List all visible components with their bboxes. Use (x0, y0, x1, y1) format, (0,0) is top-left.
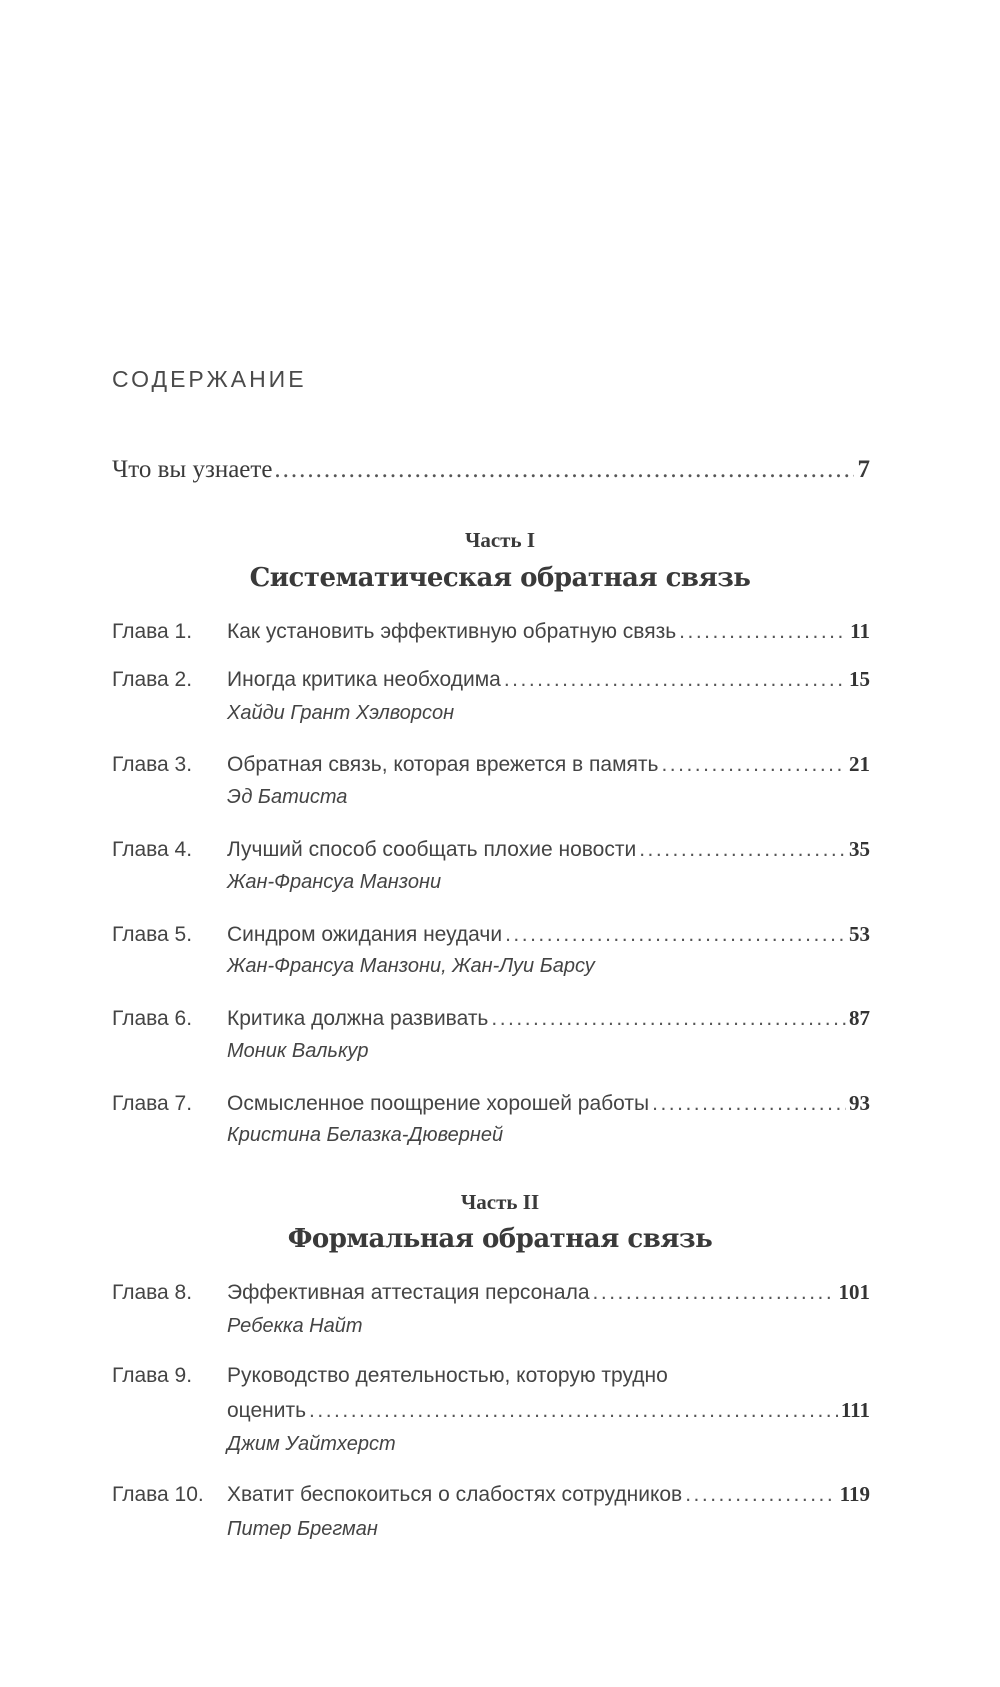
chapter-number: Глава 2. (112, 668, 193, 691)
chapter-page: 35 (849, 837, 870, 861)
chapter-number: Глава 10. (112, 1483, 204, 1506)
dot-leader (274, 456, 853, 484)
chapter-author: Жан-Франсуа Манзони, Жан-Луи Барсу (227, 955, 595, 977)
dot-leader (491, 1007, 846, 1031)
contents-heading: СОДЕРЖАНИЕ (112, 366, 307, 392)
chapter-page: 87 (849, 1006, 870, 1030)
chapter-author: Питер Брегман (227, 1518, 378, 1540)
chapter-title: Осмысленное поощрение хорошей работы (227, 1092, 650, 1115)
dot-leader (593, 1281, 836, 1305)
dot-leader (504, 668, 846, 692)
toc-entry-intro[interactable] (112, 456, 870, 484)
dot-leader (679, 620, 847, 644)
chapter-page: 101 (838, 1280, 870, 1304)
chapter-number: Глава 8. (112, 1281, 193, 1304)
chapter-author: Кристина Белазка-Дюверней (227, 1124, 504, 1146)
chapter-number: Глава 7. (112, 1092, 193, 1115)
chapter-page: 93 (849, 1091, 870, 1115)
toc-entry-chapter-9[interactable] (112, 1364, 870, 1388)
dot-leader (309, 1399, 838, 1423)
chapter-title: Лучший способ сообщать плохие новости (227, 838, 637, 861)
chapter-page: 119 (839, 1482, 870, 1506)
chapter-number: Глава 9. (112, 1364, 193, 1387)
chapter-title: Эффективная аттестация персонала (227, 1281, 590, 1304)
part-title: Формальная обратная связь (287, 1224, 713, 1254)
toc-entry-chapter-9-continued[interactable] (227, 1398, 870, 1423)
chapter-title: Критика должна развивать (227, 1007, 489, 1030)
chapter-author: Жан-Франсуа Манзони (227, 871, 442, 893)
chapter-number: Глава 1. (112, 620, 193, 643)
chapter-number: Глава 4. (112, 838, 193, 861)
chapter-number: Глава 5. (112, 923, 193, 946)
toc-entry-chapter-1[interactable] (112, 619, 870, 644)
chapter-page: 53 (849, 922, 870, 946)
chapter-title: Руководство деятельностью, которую трудно (227, 1364, 668, 1387)
chapter-page: 15 (849, 667, 870, 691)
chapter-page: 11 (850, 619, 870, 643)
dot-leader (685, 1483, 836, 1507)
chapter-author: Моник Валькур (227, 1040, 369, 1062)
toc-entry-chapter-10[interactable] (112, 1482, 870, 1507)
chapter-author: Ребекка Найт (227, 1315, 363, 1337)
chapter-title: Обратная связь, которая врежется в память (227, 753, 659, 776)
toc-entry-chapter-8[interactable] (112, 1280, 870, 1305)
chapter-title: Как установить эффективную обратную связь (227, 620, 677, 643)
chapter-page: 21 (849, 752, 870, 776)
chapter-number: Глава 3. (112, 753, 193, 776)
chapter-author: Хайди Грант Хэлворсон (227, 702, 455, 724)
toc-entry-chapter-2[interactable] (112, 667, 870, 692)
entry-title: Что вы узнаете (112, 456, 273, 483)
toc-entry-chapter-7[interactable] (112, 1091, 870, 1116)
part-label: Часть I (464, 528, 536, 552)
toc-entry-chapter-4[interactable] (112, 837, 870, 862)
chapter-page: 111 (840, 1398, 870, 1422)
chapter-title: Синдром ожидания неудачи (227, 923, 503, 946)
part-title: Систематическая обратная связь (249, 563, 751, 593)
chapter-title: Иногда критика необходима (227, 668, 501, 691)
chapter-title: Хватит беспокоиться о слабостях сотрудников (227, 1483, 683, 1506)
dot-leader (652, 1092, 846, 1116)
chapter-author: Эд Батиста (227, 786, 348, 808)
toc-entry-chapter-5[interactable] (112, 922, 870, 947)
part-label: Часть II (460, 1190, 540, 1214)
chapter-number: Глава 6. (112, 1007, 193, 1030)
dot-leader (661, 753, 846, 777)
dot-leader (639, 838, 846, 862)
chapter-title-continued: оценить (227, 1399, 307, 1422)
entry-page: 7 (857, 456, 870, 483)
dot-leader (505, 923, 846, 947)
toc-entry-chapter-3[interactable] (112, 752, 870, 777)
toc-entry-chapter-6[interactable] (112, 1006, 870, 1031)
chapter-author: Джим Уайтхерст (227, 1433, 396, 1455)
